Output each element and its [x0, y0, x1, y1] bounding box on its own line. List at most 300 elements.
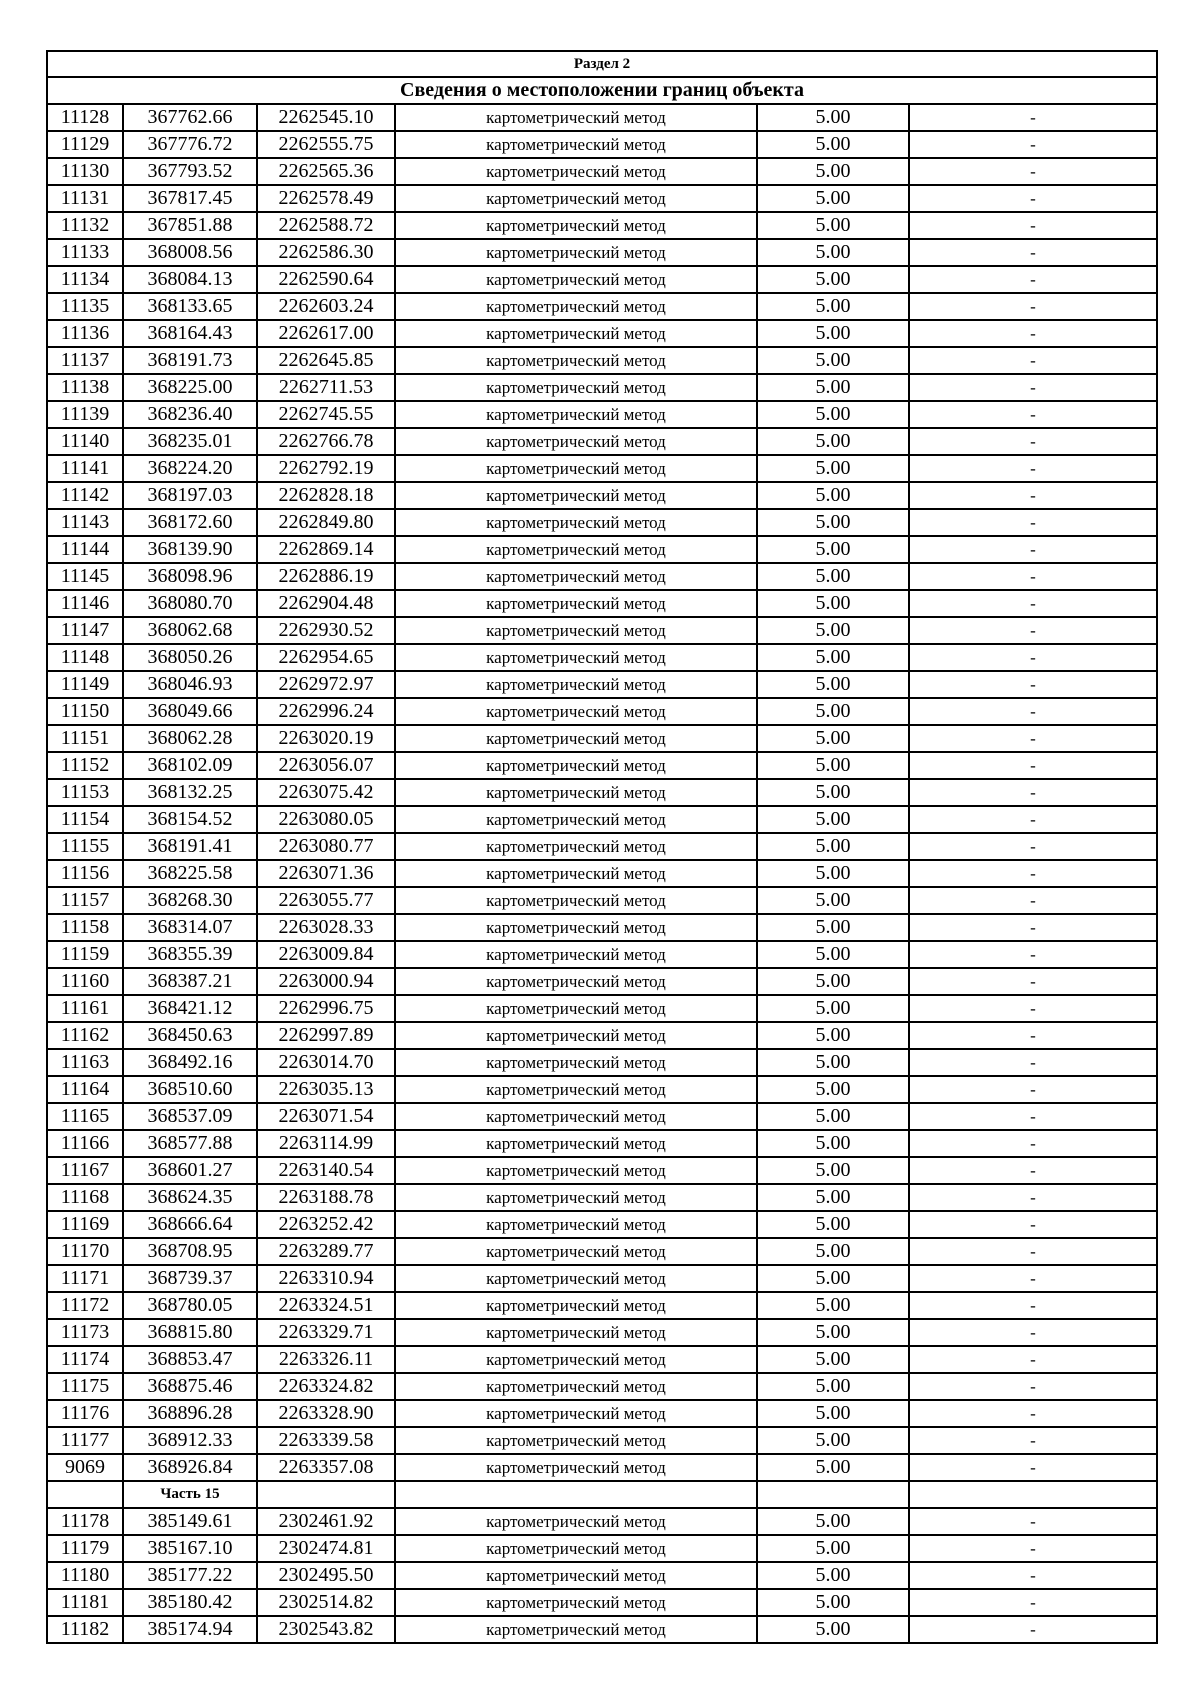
coordinate-x: 368708.95	[123, 1238, 257, 1265]
point-number: 11136	[47, 320, 123, 347]
coordinate-x: 368314.07	[123, 914, 257, 941]
coordinate-y: 2263035.13	[257, 1076, 395, 1103]
point-number: 11153	[47, 779, 123, 806]
coordinate-y: 2262578.49	[257, 185, 395, 212]
point-number: 11156	[47, 860, 123, 887]
accuracy-cell: 5.00	[757, 698, 909, 725]
description-cell: -	[909, 1373, 1157, 1400]
accuracy-cell: 5.00	[757, 212, 909, 239]
point-number: 11181	[47, 1589, 123, 1616]
accuracy-cell: 5.00	[757, 1022, 909, 1049]
table-row	[47, 347, 1157, 374]
description-cell: -	[909, 1211, 1157, 1238]
method-cell: картометрический метод	[395, 1265, 757, 1292]
method-cell: картометрический метод	[395, 968, 757, 995]
table-row	[47, 1103, 1157, 1130]
coordinate-y: 2263055.77	[257, 887, 395, 914]
description-cell: -	[909, 1103, 1157, 1130]
coordinate-x: 368492.16	[123, 1049, 257, 1076]
description-cell: -	[909, 1535, 1157, 1562]
coordinate-x: 368235.01	[123, 428, 257, 455]
accuracy-cell: 5.00	[757, 536, 909, 563]
description-cell: -	[909, 320, 1157, 347]
method-cell: картометрический метод	[395, 1103, 757, 1130]
table-row	[47, 1076, 1157, 1103]
coordinate-x: 385180.42	[123, 1589, 257, 1616]
table-row	[47, 293, 1157, 320]
coordinate-y: 2263080.05	[257, 806, 395, 833]
method-cell: картометрический метод	[395, 698, 757, 725]
method-cell: картометрический метод	[395, 320, 757, 347]
description-cell: -	[909, 1076, 1157, 1103]
point-number: 11158	[47, 914, 123, 941]
point-number: 11150	[47, 698, 123, 725]
method-cell: картометрический метод	[395, 401, 757, 428]
accuracy-cell: 5.00	[757, 671, 909, 698]
accuracy-cell: 5.00	[757, 320, 909, 347]
coordinate-x: 368164.43	[123, 320, 257, 347]
coordinate-x: 368896.28	[123, 1400, 257, 1427]
method-cell: картометрический метод	[395, 860, 757, 887]
coordinate-x: 368224.20	[123, 455, 257, 482]
coordinate-y: 2263080.77	[257, 833, 395, 860]
point-number: 11155	[47, 833, 123, 860]
table-row	[47, 590, 1157, 617]
description-cell: -	[909, 428, 1157, 455]
method-cell: картометрический метод	[395, 1346, 757, 1373]
coordinate-x: 368912.33	[123, 1427, 257, 1454]
accuracy-cell: 5.00	[757, 1454, 909, 1481]
coordinate-y: 2262997.89	[257, 1022, 395, 1049]
accuracy-cell: 5.00	[757, 1157, 909, 1184]
coordinate-y: 2262930.52	[257, 617, 395, 644]
method-cell: картометрический метод	[395, 509, 757, 536]
description-cell: -	[909, 698, 1157, 725]
table-row	[47, 212, 1157, 239]
accuracy-cell: 5.00	[757, 428, 909, 455]
description-cell: -	[909, 752, 1157, 779]
point-number: 11147	[47, 617, 123, 644]
accuracy-cell: 5.00	[757, 1319, 909, 1346]
table-row	[47, 752, 1157, 779]
part-empty-cell	[257, 1481, 395, 1508]
table-row	[47, 1265, 1157, 1292]
description-cell: -	[909, 185, 1157, 212]
description-cell: -	[909, 1184, 1157, 1211]
point-number: 11176	[47, 1400, 123, 1427]
description-cell: -	[909, 401, 1157, 428]
description-cell: -	[909, 1157, 1157, 1184]
point-number: 11128	[47, 104, 123, 131]
coordinate-y: 2262996.24	[257, 698, 395, 725]
description-cell: -	[909, 1049, 1157, 1076]
point-number: 11173	[47, 1319, 123, 1346]
description-cell: -	[909, 482, 1157, 509]
description-cell: -	[909, 941, 1157, 968]
point-number: 11133	[47, 239, 123, 266]
method-cell: картометрический метод	[395, 1292, 757, 1319]
accuracy-cell: 5.00	[757, 266, 909, 293]
method-cell: картометрический метод	[395, 833, 757, 860]
coordinate-y: 2263114.99	[257, 1130, 395, 1157]
method-cell: картометрический метод	[395, 1616, 757, 1643]
point-number: 11139	[47, 401, 123, 428]
part-empty-cell	[47, 1481, 123, 1508]
coordinate-y: 2263075.42	[257, 779, 395, 806]
coordinate-y: 2263020.19	[257, 725, 395, 752]
section-title: Сведения о местоположении границ объекта	[47, 77, 1157, 104]
description-cell: -	[909, 1265, 1157, 1292]
coordinate-x: 385174.94	[123, 1616, 257, 1643]
coordinate-x: 368062.68	[123, 617, 257, 644]
point-number: 11142	[47, 482, 123, 509]
point-number: 11144	[47, 536, 123, 563]
method-cell: картометрический метод	[395, 293, 757, 320]
method-cell: картометрический метод	[395, 212, 757, 239]
method-cell: картометрический метод	[395, 563, 757, 590]
accuracy-cell: 5.00	[757, 563, 909, 590]
description-cell: -	[909, 1346, 1157, 1373]
coordinate-x: 368084.13	[123, 266, 257, 293]
point-number: 11148	[47, 644, 123, 671]
table-row	[47, 131, 1157, 158]
method-cell: картометрический метод	[395, 887, 757, 914]
coordinate-y: 2263028.33	[257, 914, 395, 941]
point-number: 11161	[47, 995, 123, 1022]
description-cell: -	[909, 806, 1157, 833]
point-number: 11178	[47, 1508, 123, 1535]
table-row	[47, 995, 1157, 1022]
method-cell: картометрический метод	[395, 1130, 757, 1157]
description-cell: -	[909, 671, 1157, 698]
table-row	[47, 482, 1157, 509]
description-cell: -	[909, 1400, 1157, 1427]
table-row	[47, 1454, 1157, 1481]
point-number: 11145	[47, 563, 123, 590]
accuracy-cell: 5.00	[757, 1211, 909, 1238]
coordinate-x: 368268.30	[123, 887, 257, 914]
accuracy-cell: 5.00	[757, 1562, 909, 1589]
accuracy-cell: 5.00	[757, 1535, 909, 1562]
point-number: 11174	[47, 1346, 123, 1373]
point-number: 9069	[47, 1454, 123, 1481]
point-number: 11154	[47, 806, 123, 833]
coordinate-x: 368080.70	[123, 590, 257, 617]
coordinate-x: 368062.28	[123, 725, 257, 752]
table-row	[47, 1130, 1157, 1157]
accuracy-cell: 5.00	[757, 482, 909, 509]
point-number: 11149	[47, 671, 123, 698]
point-number: 11132	[47, 212, 123, 239]
method-cell: картометрический метод	[395, 266, 757, 293]
coordinate-x: 368102.09	[123, 752, 257, 779]
point-number: 11135	[47, 293, 123, 320]
coordinate-y: 2263252.42	[257, 1211, 395, 1238]
table-row	[47, 1346, 1157, 1373]
method-cell: картометрический метод	[395, 1454, 757, 1481]
coordinate-y: 2263357.08	[257, 1454, 395, 1481]
accuracy-cell: 5.00	[757, 833, 909, 860]
coordinate-x: 368450.63	[123, 1022, 257, 1049]
table-row	[47, 779, 1157, 806]
method-cell: картометрический метод	[395, 1589, 757, 1616]
coordinate-y: 2262645.85	[257, 347, 395, 374]
point-number: 11168	[47, 1184, 123, 1211]
point-number: 11137	[47, 347, 123, 374]
point-number: 11129	[47, 131, 123, 158]
description-cell: -	[909, 131, 1157, 158]
description-cell: -	[909, 590, 1157, 617]
description-cell: -	[909, 833, 1157, 860]
coordinate-x: 368225.58	[123, 860, 257, 887]
accuracy-cell: 5.00	[757, 617, 909, 644]
accuracy-cell: 5.00	[757, 752, 909, 779]
coordinate-y: 2262711.53	[257, 374, 395, 401]
method-cell: картометрический метод	[395, 428, 757, 455]
accuracy-cell: 5.00	[757, 185, 909, 212]
accuracy-cell: 5.00	[757, 131, 909, 158]
coordinate-y: 2262588.72	[257, 212, 395, 239]
description-cell: -	[909, 1022, 1157, 1049]
coordinate-y: 2262954.65	[257, 644, 395, 671]
accuracy-cell: 5.00	[757, 941, 909, 968]
table-row	[47, 1211, 1157, 1238]
point-number: 11180	[47, 1562, 123, 1589]
point-number: 11141	[47, 455, 123, 482]
accuracy-cell: 5.00	[757, 968, 909, 995]
coordinate-x: 368008.56	[123, 239, 257, 266]
description-cell: -	[909, 1319, 1157, 1346]
accuracy-cell: 5.00	[757, 1373, 909, 1400]
coordinate-y: 2302461.92	[257, 1508, 395, 1535]
coordinate-x: 367776.72	[123, 131, 257, 158]
point-number: 11177	[47, 1427, 123, 1454]
coordinate-x: 368154.52	[123, 806, 257, 833]
point-number: 11170	[47, 1238, 123, 1265]
accuracy-cell: 5.00	[757, 1427, 909, 1454]
method-cell: картометрический метод	[395, 1508, 757, 1535]
method-cell: картометрический метод	[395, 347, 757, 374]
coordinate-y: 2262996.75	[257, 995, 395, 1022]
accuracy-cell: 5.00	[757, 239, 909, 266]
method-cell: картометрический метод	[395, 644, 757, 671]
table-row	[47, 509, 1157, 536]
point-number: 11166	[47, 1130, 123, 1157]
table-row	[47, 239, 1157, 266]
coordinate-y: 2263324.82	[257, 1373, 395, 1400]
coordinate-x: 368577.88	[123, 1130, 257, 1157]
description-cell: -	[909, 239, 1157, 266]
table-row	[47, 1589, 1157, 1616]
coordinate-y: 2263324.51	[257, 1292, 395, 1319]
accuracy-cell: 5.00	[757, 590, 909, 617]
coordinate-x: 368225.00	[123, 374, 257, 401]
description-cell: -	[909, 725, 1157, 752]
table-row	[47, 833, 1157, 860]
table-row	[47, 266, 1157, 293]
accuracy-cell: 5.00	[757, 347, 909, 374]
accuracy-cell: 5.00	[757, 104, 909, 131]
method-cell: картометрический метод	[395, 1076, 757, 1103]
point-number: 11163	[47, 1049, 123, 1076]
method-cell: картометрический метод	[395, 1049, 757, 1076]
coordinate-x: 368510.60	[123, 1076, 257, 1103]
coordinate-x: 368172.60	[123, 509, 257, 536]
coordinate-y: 2263014.70	[257, 1049, 395, 1076]
accuracy-cell: 5.00	[757, 1616, 909, 1643]
section-label: Раздел 2	[47, 51, 1157, 77]
description-cell: -	[909, 995, 1157, 1022]
accuracy-cell: 5.00	[757, 1238, 909, 1265]
method-cell: картометрический метод	[395, 590, 757, 617]
method-cell: картометрический метод	[395, 158, 757, 185]
point-number: 11172	[47, 1292, 123, 1319]
method-cell: картометрический метод	[395, 1373, 757, 1400]
coordinate-x: 368666.64	[123, 1211, 257, 1238]
method-cell: картометрический метод	[395, 1211, 757, 1238]
table-row	[47, 644, 1157, 671]
coordinate-y: 2262792.19	[257, 455, 395, 482]
description-cell: -	[909, 266, 1157, 293]
method-cell: картометрический метод	[395, 995, 757, 1022]
point-number: 11130	[47, 158, 123, 185]
table-row	[47, 1022, 1157, 1049]
table-row	[47, 374, 1157, 401]
coordinate-x: 368780.05	[123, 1292, 257, 1319]
coordinate-x: 367762.66	[123, 104, 257, 131]
coordinate-x: 368815.80	[123, 1319, 257, 1346]
point-number: 11175	[47, 1373, 123, 1400]
coordinate-y: 2263056.07	[257, 752, 395, 779]
point-number: 11131	[47, 185, 123, 212]
coordinate-x: 367851.88	[123, 212, 257, 239]
description-cell: -	[909, 887, 1157, 914]
coordinate-y: 2263071.36	[257, 860, 395, 887]
point-number: 11182	[47, 1616, 123, 1643]
table-row	[47, 320, 1157, 347]
method-cell: картометрический метод	[395, 1022, 757, 1049]
method-cell: картометрический метод	[395, 1400, 757, 1427]
coordinate-y: 2262745.55	[257, 401, 395, 428]
coordinate-y: 2262586.30	[257, 239, 395, 266]
table-row	[47, 1562, 1157, 1589]
coordinate-x: 368926.84	[123, 1454, 257, 1481]
part-empty-cell	[909, 1481, 1157, 1508]
table-row	[47, 536, 1157, 563]
accuracy-cell: 5.00	[757, 725, 909, 752]
method-cell: картометрический метод	[395, 104, 757, 131]
point-number: 11146	[47, 590, 123, 617]
section-header-row	[47, 51, 1157, 77]
accuracy-cell: 5.00	[757, 887, 909, 914]
coordinate-x: 368739.37	[123, 1265, 257, 1292]
description-cell: -	[909, 1508, 1157, 1535]
table-row	[47, 1400, 1157, 1427]
table-row	[47, 1238, 1157, 1265]
coordinate-y: 2262766.78	[257, 428, 395, 455]
method-cell: картометрический метод	[395, 374, 757, 401]
description-cell: -	[909, 509, 1157, 536]
method-cell: картометрический метод	[395, 752, 757, 779]
coordinate-y: 2263310.94	[257, 1265, 395, 1292]
coordinate-x: 368191.73	[123, 347, 257, 374]
coordinate-y: 2262565.36	[257, 158, 395, 185]
accuracy-cell: 5.00	[757, 509, 909, 536]
accuracy-cell: 5.00	[757, 374, 909, 401]
point-number: 11152	[47, 752, 123, 779]
boundary-coordinates-table	[46, 50, 1158, 1644]
table-row	[47, 1427, 1157, 1454]
coordinate-y: 2262590.64	[257, 266, 395, 293]
table-row	[47, 185, 1157, 212]
table-row	[47, 698, 1157, 725]
description-cell: -	[909, 1616, 1157, 1643]
method-cell: картометрический метод	[395, 1427, 757, 1454]
description-cell: -	[909, 212, 1157, 239]
method-cell: картометрический метод	[395, 482, 757, 509]
accuracy-cell: 5.00	[757, 401, 909, 428]
table-row	[47, 617, 1157, 644]
coordinate-y: 2263329.71	[257, 1319, 395, 1346]
table-row	[47, 968, 1157, 995]
coordinate-x: 385149.61	[123, 1508, 257, 1535]
coordinate-x: 368601.27	[123, 1157, 257, 1184]
table-row	[47, 401, 1157, 428]
method-cell: картометрический метод	[395, 914, 757, 941]
coordinate-x: 368132.25	[123, 779, 257, 806]
table-row	[47, 1292, 1157, 1319]
coordinate-y: 2263140.54	[257, 1157, 395, 1184]
table-row	[47, 1319, 1157, 1346]
coordinate-x: 368624.35	[123, 1184, 257, 1211]
table-row	[47, 725, 1157, 752]
method-cell: картометрический метод	[395, 1184, 757, 1211]
coordinate-y: 2262828.18	[257, 482, 395, 509]
point-number: 11179	[47, 1535, 123, 1562]
accuracy-cell: 5.00	[757, 644, 909, 671]
method-cell: картометрический метод	[395, 617, 757, 644]
method-cell: картометрический метод	[395, 239, 757, 266]
accuracy-cell: 5.00	[757, 1184, 909, 1211]
description-cell: -	[909, 779, 1157, 806]
coordinate-y: 2263188.78	[257, 1184, 395, 1211]
coordinate-y: 2302514.82	[257, 1589, 395, 1616]
accuracy-cell: 5.00	[757, 293, 909, 320]
accuracy-cell: 5.00	[757, 1400, 909, 1427]
coordinate-x: 368133.65	[123, 293, 257, 320]
table-row	[47, 1616, 1157, 1643]
coordinate-y: 2263326.11	[257, 1346, 395, 1373]
table-row	[47, 914, 1157, 941]
method-cell: картометрический метод	[395, 455, 757, 482]
point-number: 11159	[47, 941, 123, 968]
description-cell: -	[909, 374, 1157, 401]
coordinate-y: 2262849.80	[257, 509, 395, 536]
coordinate-x: 368387.21	[123, 968, 257, 995]
description-cell: -	[909, 860, 1157, 887]
description-cell: -	[909, 536, 1157, 563]
method-cell: картометрический метод	[395, 1238, 757, 1265]
part-label: Часть 15	[123, 1481, 257, 1508]
description-cell: -	[909, 158, 1157, 185]
coordinate-x: 368139.90	[123, 536, 257, 563]
method-cell: картометрический метод	[395, 1535, 757, 1562]
coordinate-y: 2262617.00	[257, 320, 395, 347]
coordinate-x: 368191.41	[123, 833, 257, 860]
method-cell: картометрический метод	[395, 779, 757, 806]
method-cell: картометрический метод	[395, 131, 757, 158]
table-row	[47, 1508, 1157, 1535]
